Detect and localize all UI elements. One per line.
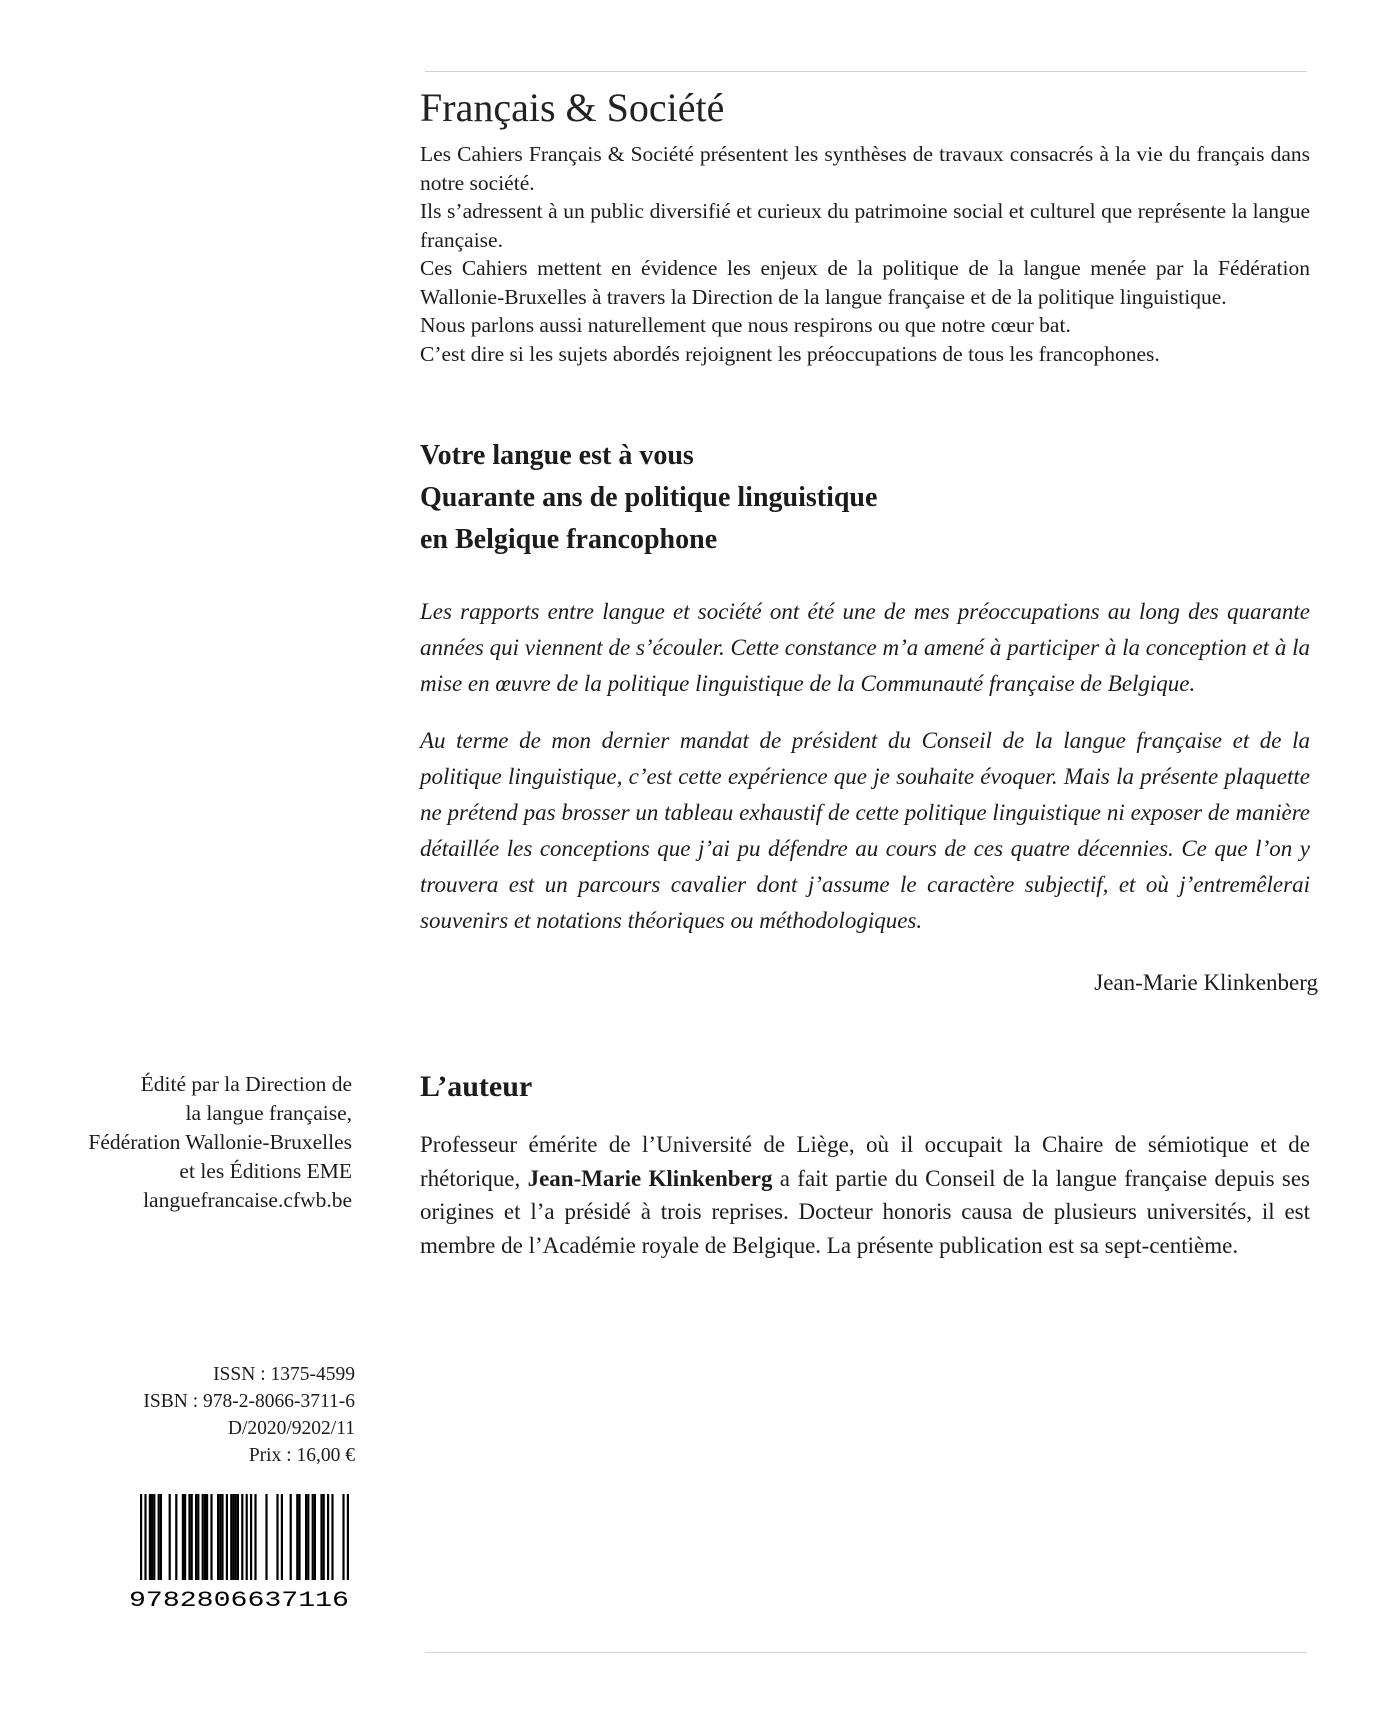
- author-bio: [420, 1128, 1310, 1262]
- barcode-bar: [182, 1494, 184, 1580]
- barcode-bar: [290, 1494, 292, 1580]
- barcode-bar: [235, 1494, 237, 1580]
- barcode-bar: [184, 1494, 186, 1580]
- publisher-info: [88, 1070, 352, 1215]
- barcode-bar: [204, 1494, 206, 1580]
- barcode-bar: [347, 1494, 349, 1580]
- barcode-bar: [296, 1494, 298, 1580]
- legal-deposit: D/2020/9202/11: [227, 1418, 355, 1439]
- barcode-bar: [149, 1494, 151, 1580]
- barcode-bar: [219, 1494, 221, 1580]
- issn: ISSN : 1375-4599: [213, 1364, 355, 1385]
- barcode-bar: [327, 1494, 329, 1580]
- barcode-bar: [175, 1494, 177, 1580]
- series-description-line: C’est dire si les sujets abordés rejoignent les préoccupations de tous les francophones.: [420, 341, 1160, 366]
- publisher-line: Fédération Wallonie-Bruxelles: [88, 1130, 352, 1154]
- barcode: [124, 1494, 354, 1608]
- series-description: [420, 140, 1310, 368]
- barcode-bar: [210, 1494, 212, 1580]
- barcode-bar: [246, 1494, 248, 1580]
- barcode-bar: [169, 1494, 171, 1580]
- barcode-bar: [241, 1494, 243, 1580]
- author-bio-text: a fait partie du Conseil de la langue française depuis ses origines et l’a présidé à trois reprises. Docteur honoris causa de plusieurs universités, il est membre de l’Académie royale de Belgique. La présente publication est sa sept-centième.: [420, 1165, 1310, 1258]
- top-divider: [425, 71, 1307, 72]
- barcode-bar: [323, 1494, 325, 1580]
- barcode-digits: 9782806637116: [129, 1588, 349, 1608]
- barcode-bar: [195, 1494, 197, 1580]
- barcode-bar: [151, 1494, 153, 1580]
- barcode-bar: [188, 1494, 190, 1580]
- bottom-divider: [425, 1652, 1307, 1653]
- barcode-bar: [230, 1494, 232, 1580]
- series-description-line: Ces Cahiers mettent en évidence les enjeux de la politique de la langue menée par la Fédération Wallonie-Bruxelles à travers la Direction de la langue française et de la politique linguistique.: [420, 256, 1310, 309]
- series-description-line: Ils s’adressent à un public diversifié et curieux du patrimoine social et culturel que représente la langue française.: [420, 199, 1310, 252]
- publisher-line: la langue française,: [185, 1101, 352, 1125]
- publisher-website: languefrancaise.cfwb.be: [143, 1188, 352, 1212]
- series-title: Français & Société: [420, 85, 725, 130]
- price: Prix : 16,00 €: [248, 1445, 355, 1466]
- barcode-bar: [153, 1494, 155, 1580]
- barcode-bar: [250, 1494, 252, 1580]
- barcode-bar: [312, 1494, 314, 1580]
- barcode-bar: [197, 1494, 199, 1580]
- barcode-bar: [342, 1494, 344, 1580]
- barcode-bar: [314, 1494, 316, 1580]
- book-title: [420, 435, 1310, 561]
- barcode-bar: [217, 1494, 219, 1580]
- barcode-bar: [202, 1494, 204, 1580]
- barcode-bar: [144, 1494, 146, 1580]
- barcode-bar: [320, 1494, 322, 1580]
- author-heading: L’auteur: [420, 1070, 533, 1103]
- series-description-line: Nous parlons aussi naturellement que nous respirons ou que notre cœur bat.: [420, 313, 1071, 337]
- barcode-bar: [232, 1494, 234, 1580]
- barcode-bar: [298, 1494, 300, 1580]
- book-title-line: Votre langue est à vous: [420, 440, 694, 471]
- book-title-line: Quarante ans de politique linguistique: [420, 482, 878, 513]
- publisher-line: Édité par la Direction de: [140, 1072, 352, 1096]
- abstract-paragraph: Les rapports entre langue et société ont été une de mes préoccupations au long des quarante années qui viennent de s’écouler. Cette constance m’a amené à participer à la conception et à la mise en œuvre de la politique linguistique de la Communauté française de Belgique.: [420, 599, 1310, 696]
- barcode-bar: [160, 1494, 162, 1580]
- book-title-line: en Belgique francophone: [420, 524, 718, 555]
- barcode-bar: [140, 1494, 142, 1580]
- barcode-bar: [226, 1494, 228, 1580]
- publisher-line: et les Éditions EME: [179, 1159, 352, 1183]
- barcode-bar: [206, 1494, 208, 1580]
- barcode-bar: [307, 1494, 309, 1580]
- series-description-line: Les Cahiers Français & Société présentent les synthèses de travaux consacrés à la vie du français dans notre société.: [420, 142, 1310, 195]
- barcode-bar: [254, 1494, 256, 1580]
- barcode-bar: [276, 1494, 278, 1580]
- abstract: [420, 594, 1310, 960]
- catalog-info: [143, 1361, 355, 1469]
- barcode-bar: [281, 1494, 283, 1580]
- barcode-bar: [158, 1494, 160, 1580]
- barcode-bar: [237, 1494, 239, 1580]
- isbn: ISBN : 978-2-8066-3711-6: [143, 1391, 355, 1412]
- author-bio-text: Professeur émérite de l’Université de Liège, où il occupait la Chaire de sémiotique et de rhétorique,: [420, 1132, 1310, 1191]
- barcode-bar: [331, 1494, 333, 1580]
- barcode-bar: [191, 1494, 193, 1580]
- barcode-bar: [221, 1494, 223, 1580]
- barcode-bar: [265, 1494, 267, 1580]
- barcode-bar: [305, 1494, 307, 1580]
- abstract-paragraph: Au terme de mon dernier mandat de président du Conseil de la langue française et de la politique linguistique, c’est cette expérience que je souhaite évoquer. Mais la présente plaquette ne prétend pas brosser un tableau exhaustif de cette politique linguistique ni exposer de manière détaillée les conceptions que j’ai pu défendre au cours de ces quatre décennies. Ce que l’on y trouvera est un parcours cavalier dont j’assume le caractère subjectif, et où j’entremêlerai souvenirs et notations théoriques ou méthodologiques.: [420, 728, 1310, 933]
- author-signature: Jean-Marie Klinkenberg: [1094, 970, 1318, 995]
- author-name: Jean-Marie Klinkenberg: [527, 1165, 773, 1191]
